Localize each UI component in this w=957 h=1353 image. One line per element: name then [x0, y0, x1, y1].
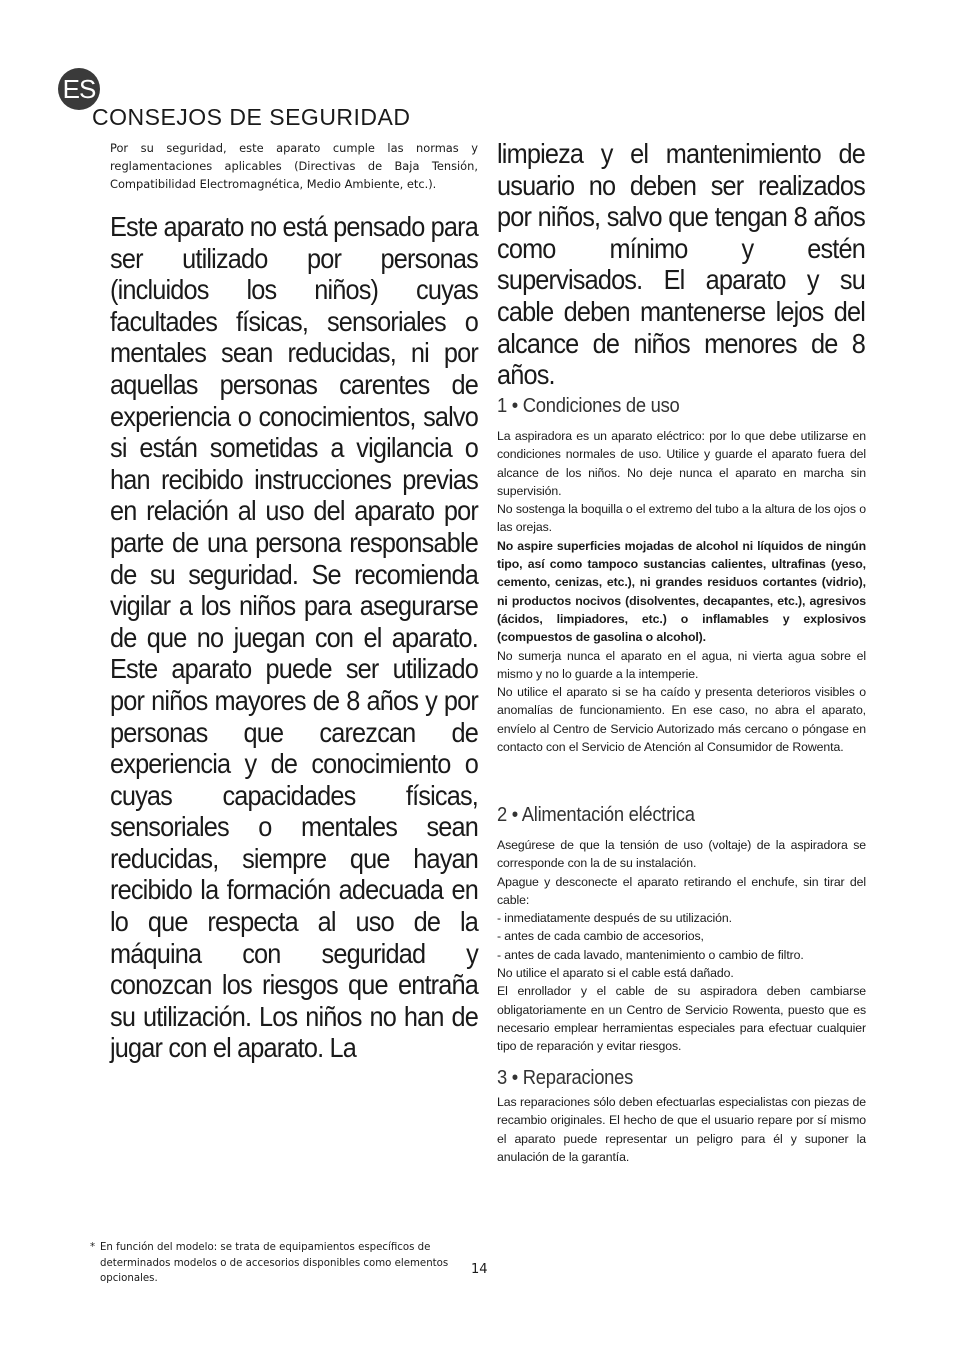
footnote-marker: *: [90, 1242, 96, 1253]
section-heading-power-supply: 2 • Alimentación eléctrica: [497, 804, 695, 826]
page-number: 14: [471, 1262, 488, 1277]
list-item: - inmediatamente después de su utilización.: [497, 911, 732, 926]
language-badge: ES: [58, 68, 100, 110]
section-heading-conditions: 1 • Condiciones de uso: [497, 395, 680, 417]
paragraph: No utilice el aparato si se ha caído y presenta deterioros visibles o anomalías de funcionamiento. En ese caso, no abra el aparato, envíelo al Centro de Servicio Autorizado más cercano o póngase en contacto con el Servicio de Atención al Consumidor de Rowenta.: [497, 685, 866, 755]
paragraph: El enrollador y el cable de su aspiradora deben cambiarse obligatoriamente en un Centro de Servicio Rowenta, puesto que es necesario emplear herramientas especiales para efectuar cualquier tipo de reparación y evitar riesgos.: [497, 984, 866, 1054]
section-heading-repairs: 3 • Reparaciones: [497, 1067, 634, 1089]
paragraph: No sostenga la boquilla o el extremo del tubo a la altura de los ojos o las orejas.: [497, 502, 866, 535]
intro-paragraph: Por su seguridad, este aparato cumple las normas y reglamentaciones aplicables (Directivas de Baja Tensión, Compatibilidad Electromagnética, Medio Ambiente, etc.).: [110, 141, 478, 191]
section-body-conditions: [497, 427, 866, 756]
paragraph-bold-warning: No aspire superficies mojadas de alcohol ni líquidos de ningún tipo, así como tampoco sustancias calientes, ultrafinas (yeso, cemento, cenizas, etc.), ni grandes residuos cortantes (vidrio), ni productos nocivos (disolventes, decapantes, etc.), agresivos (ácidos, limpiadores, etc.) o inflamables y explosivos (compuestos de gasolina o alcohol).: [497, 538, 866, 645]
footnote-text: En función del modelo: se trata de equipamientos específicos de determinados modelos o de accesorios disponibles como elementos opcionales.: [100, 1242, 449, 1284]
warning-text-left: Este aparato no está pensado para ser utilizado por personas (incluidos los niños) cuyas facultades físicas, sensoriales o mentales sean reducidas, ni por aquellas personas carentes de experiencia o conocimientos, salvo si están sometidas a vigilancia o han recibido instrucciones previas en relación al uso del aparato por parte de una persona responsable de su seguridad. Se recomienda vigilar a los niños para asegurarse de que no juegan con el aparato. Este aparato puede ser utilizado por niños mayores de 8 años y por personas que carezcan de experiencia y de conocimiento o cuyas capacidades físicas, sensoriales o mentales sean reducidas, siempre que hayan recibido la formación adecuada en lo que respecta al uso de la máquina con seguridad y conozcan los riesgos que entraña su utilización. Los niños no han de jugar con el aparato. La: [110, 211, 478, 1064]
paragraph: Las reparaciones sólo deben efectuarlas especialistas con piezas de recambio originales. El hecho de que el usuario repare por sí mismo el aparato puede representar un peligro para él y suponer la anulación de la garantía.: [497, 1095, 866, 1164]
footnote: [90, 1240, 465, 1287]
paragraph: No sumerja nunca el aparato en el agua, ni vierta agua sobre el mismo y no lo guarde a la intemperie.: [497, 648, 866, 681]
list-item: - antes de cada cambio de accesorios,: [497, 929, 704, 944]
paragraph: Apague y desconecte el aparato retirando el enchufe, sin tirar del cable:: [497, 874, 866, 907]
paragraph: Asegúrese de que la tensión de uso (voltaje) de la aspiradora se corresponde con la de su instalación.: [497, 838, 866, 871]
section-body-power-supply: [497, 836, 866, 1056]
section-body-repairs: [497, 1093, 866, 1166]
paragraph: La aspiradora es un aparato eléctrico: por lo que debe utilizarse en condiciones normales de uso. Utilice y guarde el aparato fuera del alcance de los niños. No deje nunca el aparato en marcha sin supervisión.: [497, 429, 866, 498]
page-title: CONSEJOS DE SEGURIDAD: [92, 104, 411, 130]
warning-text-right: limpieza y el mantenimiento de usuario no deben ser realizados por niños, salvo que tengan 8 años como mínimo y estén supervisados. El aparato y su cable deben mantenerse lejos del alcance de niños menores de 8 años.: [497, 138, 865, 391]
paragraph: No utilice el aparato si el cable está dañado.: [497, 966, 734, 981]
list-item: - antes de cada lavado, mantenimiento o cambio de filtro.: [497, 947, 804, 962]
